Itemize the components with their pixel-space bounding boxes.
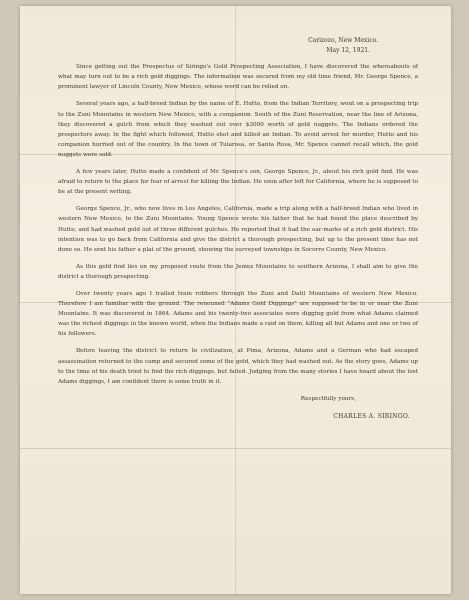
paragraph: A few years later, Hutto made a confident of Mr. Spence's son, George Spence, Jr., about his rich gold find. He was afraid to return to the place for fear of arrest for killing the Indian. He soon after left for California, where he is supposed to be at the present writing. [58,169,419,196]
letter-place: Carizozo, New Mexico. [308,37,378,44]
paragraph: Before leaving the district to return to civilization, at Pima, Arizona, Adams and a German who had escaped assassination returned to the camp and secured some of the gold, which they had washed out. As the story goes, Adams up to the time of his death tried to find the rich diggings, but failed. Judging from the many stories I have heard about the lost Adams diggings, I am confident there is some truth in it. [58,348,418,385]
paragraph: As this gold find lies on my proposed route from the Jemez Mountains to southern Arizona, I shall aim to give the district a thorough prospecting. [58,263,418,280]
paragraph: Since getting out the Prospectus of Siringo's Gold Prospecting Association, I have discovered the whereabouts of what may turn out to be a rich gold diggings. The information was secured from my old time friend, Mr. George Spence, a prominent lawyer of Lincoln County, New Mexico, whose word can be relied on. [58,64,418,91]
letter-date: May 12, 1921. [326,47,370,55]
paragraph: Over twenty years ago I trailed train robbers through the Zuni and Datil Mountains of western New Mexico. Therefore I am familiar with the ground. The renouned "Adams Gold Diggings" are supposed to be in or near the Zuni Mountains. It was discovered in 1864. Adams and his twenty-two associates were digging gold from what Adams claimed was the richest diggings in the known world, when the Indians made a raid on them, killing all but Adams and one or two of his followers. [58,290,418,338]
paragraph: Several years ago, a half-breed Indian by the name of E. Hutto, from the Indian Territory, went on a prospecting trip to the Zuni Mountains in western New Mexico, with a companion. South of the Zuni Reservation, near the line of Arizona, they discovered a gulch from which they washed out over $3000 worth of gold nuggets. The Indians ordered the prospectors away. In the fight which followed, Hutto shot and killed an Indian. To avoid arrest for murder, Hutto and his companion hurried out of the country. In the town of Tularosa, or Santa Rosa, Mr. Spence cannot recall which, the gold nuggets were sold. [58,101,418,158]
letter-closing: Respectfully yours, [300,395,356,402]
letter-sheet [20,6,451,594]
letter-signature: CHARLES A. SIRINGO. [333,412,410,420]
letter-body [58,36,418,422]
paragraph: George Spence, Jr., who now lives in Los Angeles, California, made a trip along with a half-breed Indian who lived in western New Mexico, to the Zuni Mountains. Young Spence wrote his father that he had found the place described by Hutto, and had washed gold out of three different gulches. He reported that it had the ear-marks of a rich gold district. His intention was to go back from California and give the district a thorough prospecting, but up to the present time has not done so. He sent his father a plat of the ground, showing the surveyed townships in Socorro County, New Mexico. [58,206,418,253]
